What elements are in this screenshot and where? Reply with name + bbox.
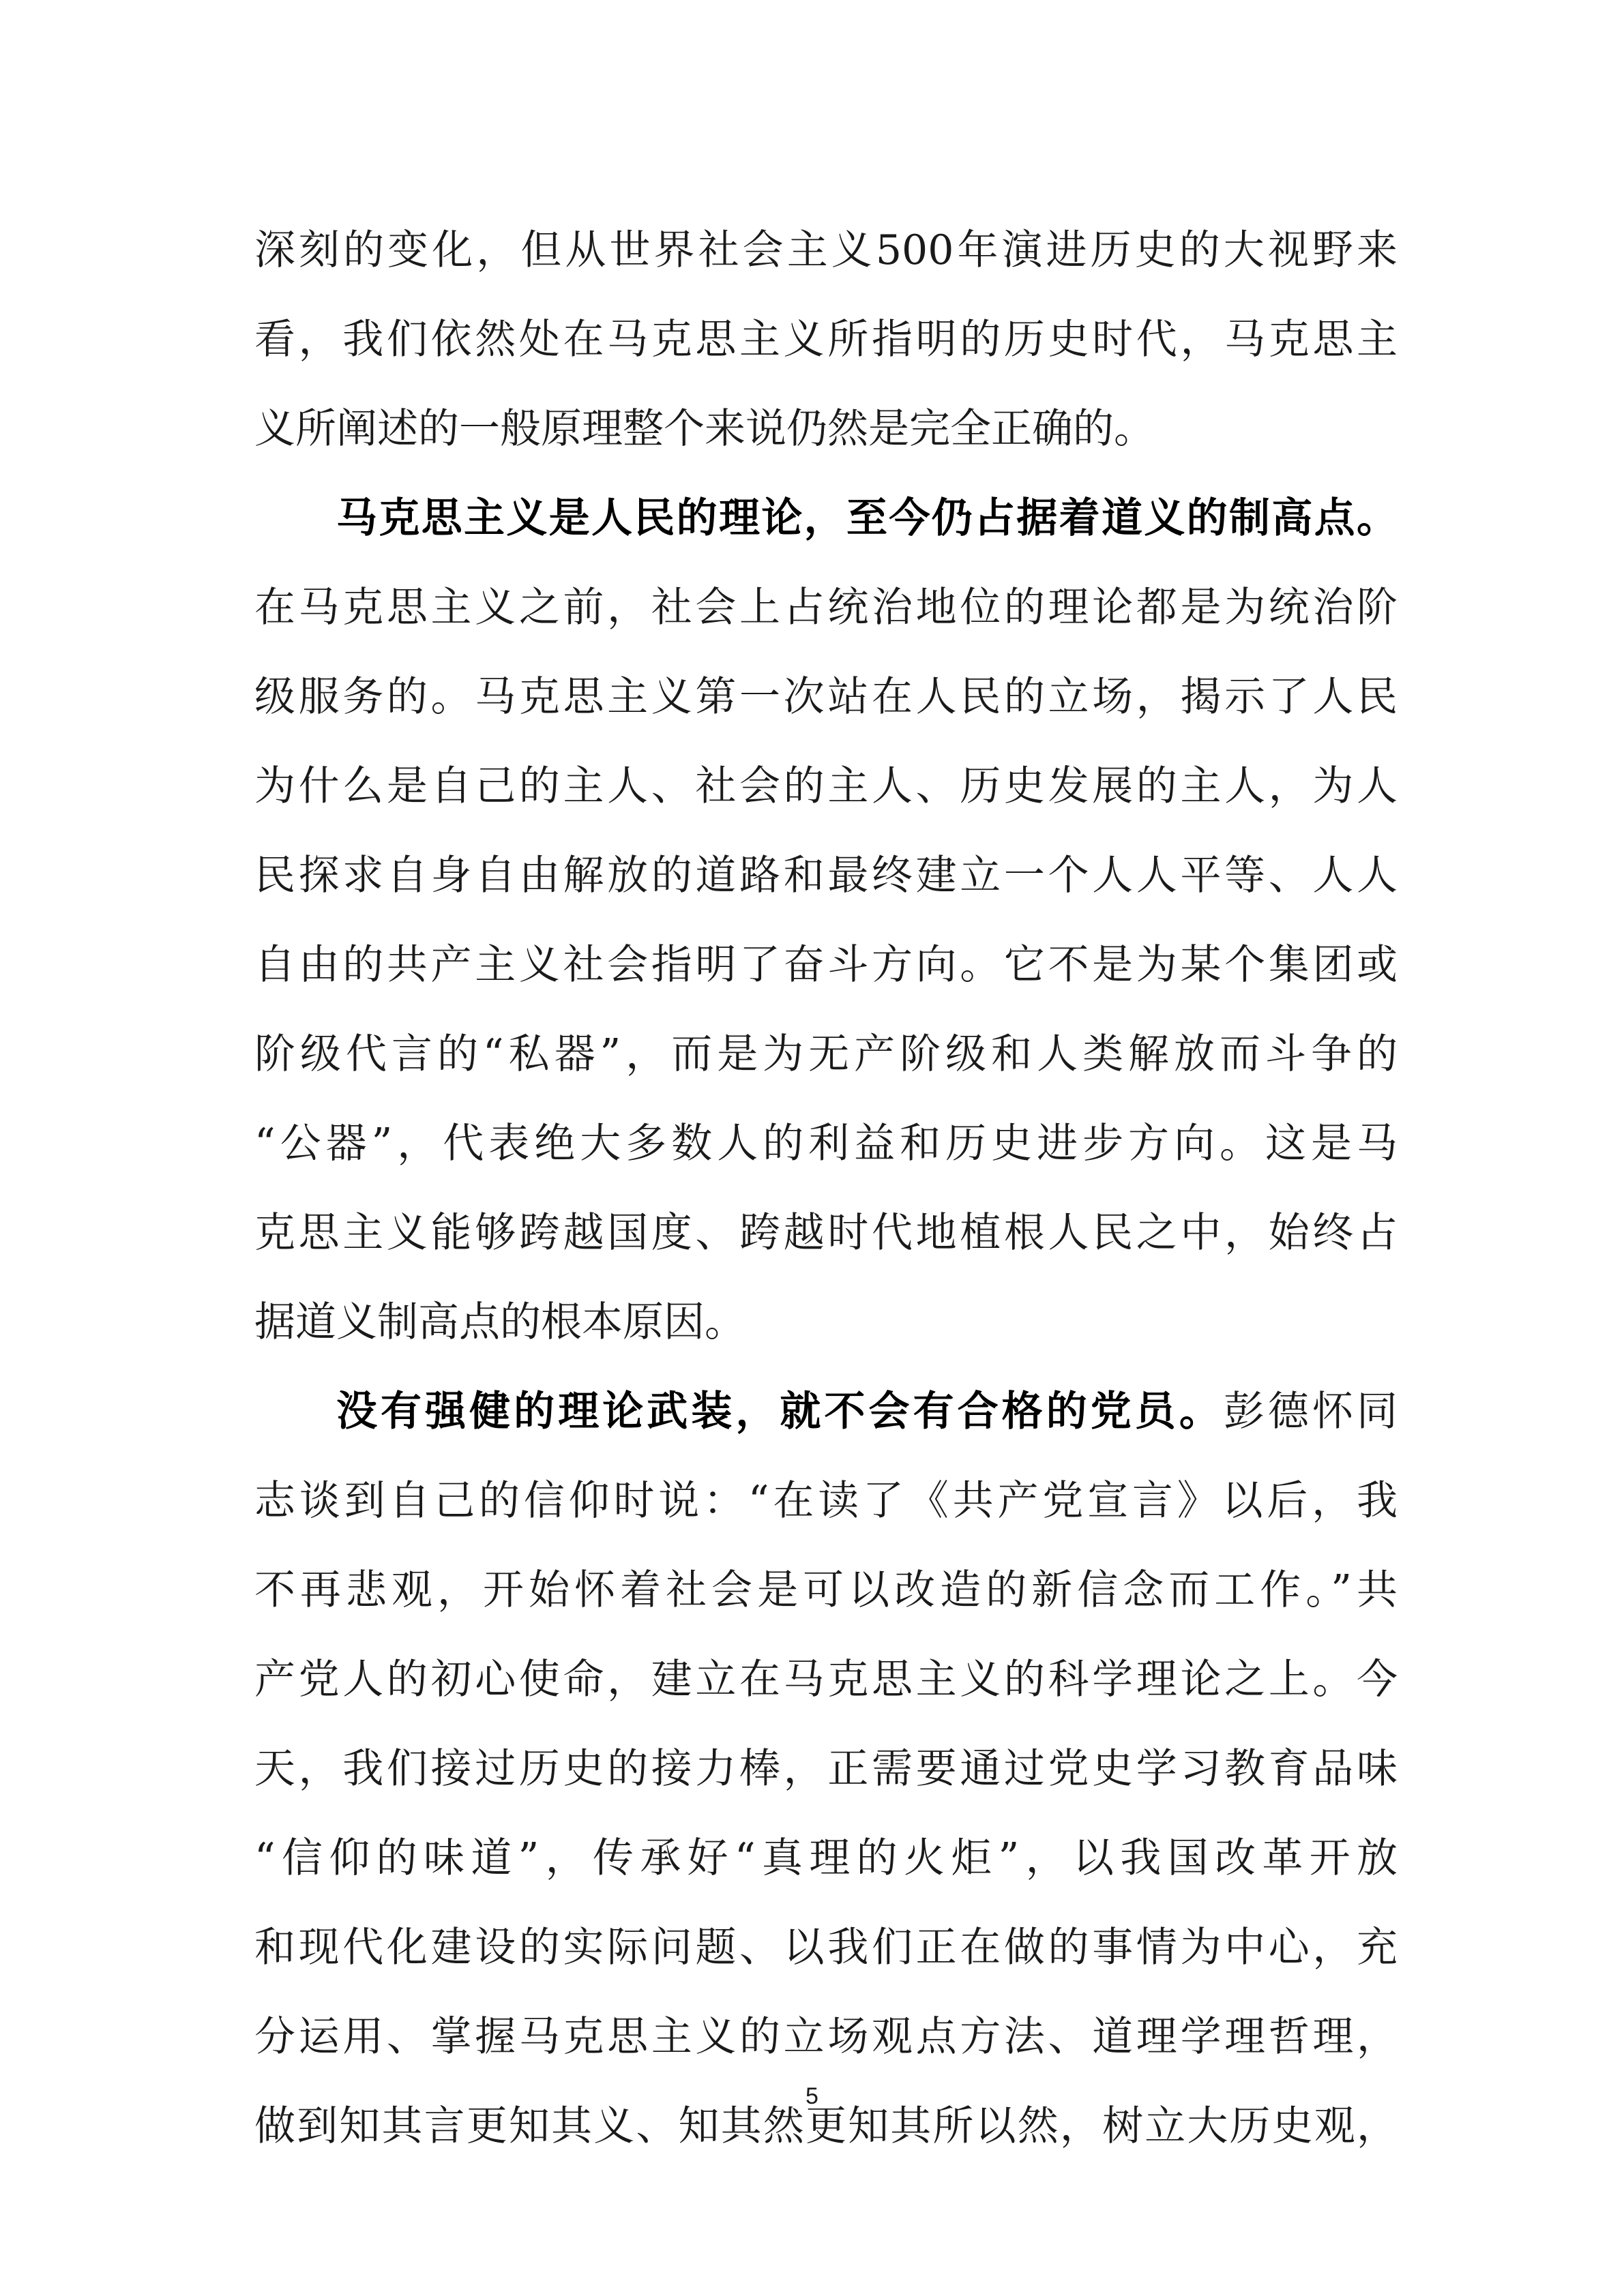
text-line: 深刻的变化，但从世界社会主义500年演进历史的大视野来 — [254, 226, 1398, 274]
text-line: 民探求自身自由解放的道路和最终建立一个人人平等、人人 — [254, 852, 1398, 899]
text-line: 据道义制高点的根本原因。 — [254, 1298, 745, 1346]
text-line: 看，我们依然处在马克思主义所指明的历史时代，马克思主 — [254, 316, 1398, 363]
paragraph-lead-line — [254, 474, 1398, 563]
text-line: 克思主义能够跨越国度、跨越时代地植根人民之中，始终占 — [254, 1209, 1398, 1257]
paragraph-continuation — [254, 206, 1398, 474]
text-line: 做到知其言更知其义、知其然更知其所以然，树立大历史观， — [254, 2102, 1398, 2150]
text-line: 分运用、掌握马克思主义的立场观点方法、道理学理哲理， — [254, 2013, 1398, 2061]
paragraph-lead-sentence: 马克思主义是人民的理论，至今仍占据着道义的制高点。 — [336, 494, 1398, 542]
text-line: “信仰的味道”，传承好“真理的火炬”，以我国改革开放 — [254, 1834, 1398, 1882]
paragraph-theory-armament — [254, 1367, 1398, 2171]
text-line: 级服务的。马克思主义第一次站在人民的立场，揭示了人民 — [254, 673, 1398, 721]
text-line: 为什么是自己的主人、社会的主人、历史发展的主人，为人 — [254, 762, 1398, 810]
text-line: “公器”，代表绝大多数人的利益和历史进步方向。这是马 — [254, 1120, 1398, 1167]
text-line: 天，我们接过历史的接力棒，正需要通过党史学习教育品味 — [254, 1745, 1398, 1793]
text-line: 阶级代言的“私器”，而是为无产阶级和人类解放而斗争的 — [254, 1030, 1398, 1078]
text-line: 产党人的初心使命，建立在马克思主义的科学理论之上。今 — [254, 1656, 1398, 1703]
text-line: 不再悲观，开始怀着社会是可以改造的新信念而工作。”共 — [254, 1566, 1398, 1614]
text-line: 和现代化建设的实际问题、以我们正在做的事情为中心，充 — [254, 1924, 1398, 1971]
paragraph-lead-line — [254, 1367, 1398, 1457]
paragraph-people-theory — [254, 474, 1398, 1367]
page-number: 5 — [806, 2083, 818, 2109]
text-line: 在马克思主义之前，社会上占统治地位的理论都是为统治阶 — [254, 584, 1398, 631]
paragraph-lead-continuation: 彭德怀同 — [1223, 1388, 1398, 1435]
document-body — [254, 206, 1398, 2171]
text-line: 自由的共产主义社会指明了奋斗方向。它不是为某个集团或 — [254, 941, 1398, 989]
paragraph-lead-sentence: 没有强健的理论武装，就不会有合格的党员。 — [336, 1388, 1224, 1435]
text-line: 义所阐述的一般原理整个来说仍然是完全正确的。 — [254, 405, 1155, 453]
text-line: 志谈到自己的信仰时说：“在读了《共产党宣言》以后，我 — [254, 1477, 1398, 1525]
